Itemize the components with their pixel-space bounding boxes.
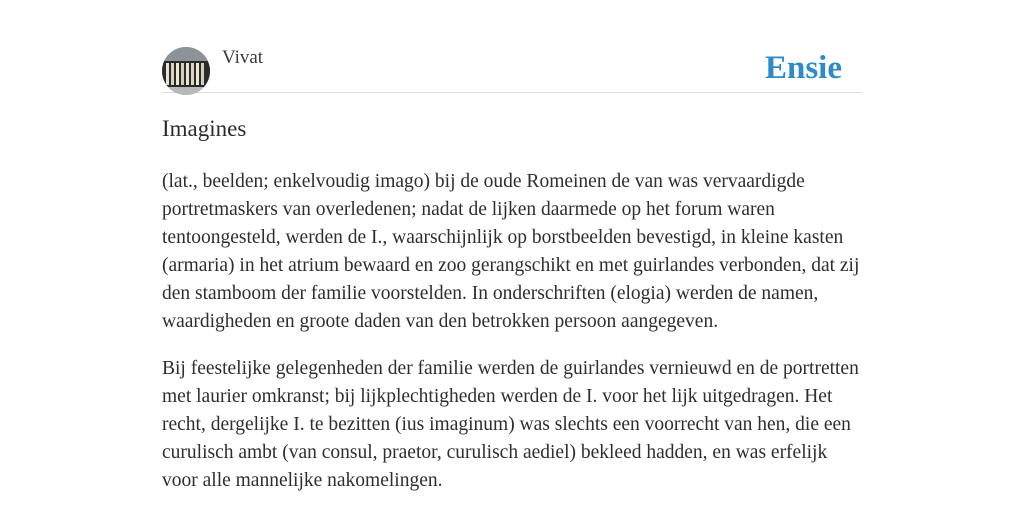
brand-logo[interactable]: Ensie (764, 50, 842, 86)
article-header (162, 0, 862, 93)
article-body (162, 168, 862, 514)
source-avatar[interactable] (162, 47, 210, 95)
article-page (162, 0, 862, 491)
source-name[interactable]: Vivat (222, 47, 264, 68)
book-spines-icon (162, 47, 210, 95)
article-title: Imagines (162, 116, 247, 141)
paragraph: Bij feestelijke gelegenheden der familie werden de guirlandes vernieuwd en de portretten met laurier omkranst; bij lijkplechtigheden werden de I. voor het lijk uitgedragen. Het recht, dergelijke I. te bezitten (ius imaginum) was slechts een voorrecht van hen, die een curulisch ambt (van consul, praetor, curulisch aediel) bekleed hadden, en was erfelijk voor alle mannelijke nakomelingen. (162, 358, 859, 491)
paragraph: (lat., beelden; enkelvoudig imago) bij de oude Romeinen de van was vervaardigde portretmaskers van overledenen; nadat de lijken daarmede op het forum waren tentoongesteld, werden de I., waarschijnlijk op borstbeelden bevestigd, in kleine kasten (armaria) in het atrium bewaard en zoo gerangschikt en met guirlandes verbonden, dat zij den stamboom der familie voorstelden. In onderschriften (elogia) werden de namen, waardigheden en groote daden van den betrokken persoon aangegeven. (162, 171, 860, 332)
